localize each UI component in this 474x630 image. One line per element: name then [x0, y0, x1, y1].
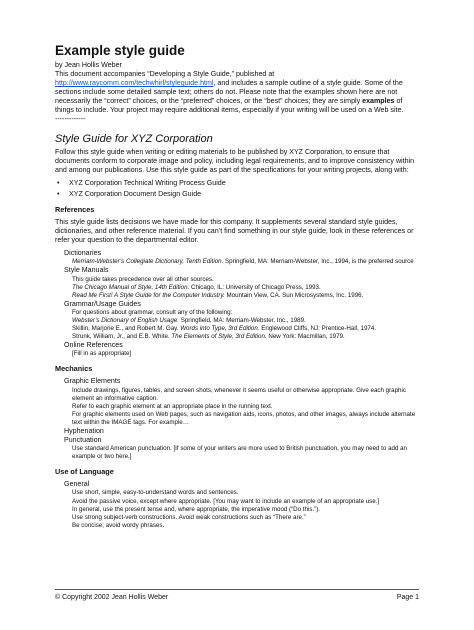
- grammar-entry: Strunk, William, Jr., and E.B. White. The Elements of Style, 3rd Edition. New York: Macmillan, 1979.: [72, 333, 345, 341]
- grammar-entry: Skillin, Marjorie E., and Robert M. Gay. Words into Type, 3rd Edition. Englewood Cliffs, NJ: Prentice-Hall, 1974.: [72, 325, 377, 333]
- page-number: Page 1: [396, 594, 419, 601]
- document-page: [55, 43, 419, 530]
- general-label: General: [64, 480, 90, 489]
- general-entry: In general, use the present tense and, where appropriate, the imperative mood (“Do this.”).: [72, 505, 320, 513]
- references-heading: References: [55, 204, 95, 214]
- general-entry: Avoid the passive voice, except where appropriate. [You may want to include an example of an appropriate use.]: [72, 497, 380, 505]
- intro-text-1: This document accompanies “Developing a Style Guide,” published at: [55, 70, 275, 79]
- punctuation-label: Punctuation: [64, 436, 102, 445]
- bullet-icon: •: [57, 178, 60, 187]
- bullet-icon: •: [57, 189, 60, 198]
- dictionary-entry: Merriam-Webster’s Collegiate Dictionary, Tenth Edition. Springfield, MA: Merriam-Webster, Inc., 1994, is the preferred source: [72, 258, 414, 266]
- references-paragraph: This style guide lists decisions we have made for this company. It supplements several standard style guides, dictionaries, and other reference material. If you can’t find something in our style guide, look in these references or refer your question to the departmental editor.: [55, 217, 414, 245]
- general-entry: Use short, simple, easy-to-understand words and sentences.: [72, 489, 239, 497]
- manual-entry: This guide takes precedence over all other sources.: [72, 275, 214, 283]
- intro-text-3: of things to include. Your project may require additional items, especially if your writing will be used on a Web site.: [55, 97, 404, 115]
- graphic-elements-label: Graphic Elements: [64, 377, 121, 386]
- punctuation-entry: Use standard American punctuation. [If some of your writers are more used to British punctuation, you may need to add an example or two here.]: [72, 445, 407, 461]
- online-references-label: Online References: [64, 341, 123, 350]
- intro-bold-examples: examples: [362, 97, 395, 106]
- general-entry: Be concise; avoid wordy phrases.: [72, 521, 165, 529]
- manual-entry: Read Me First! A Style Guide for the Computer Industry. Mountain View, CA. Sun Microsystems, Inc. 1996.: [72, 291, 364, 299]
- graphic-entry: Include drawings, figures, tables, and screen shots, whenever it seems useful or otherwise appropriate. Give each graphic element an informative caption.: [72, 386, 406, 402]
- section-heading: Style Guide for XYZ Corporation: [55, 132, 213, 145]
- footer-rule: [55, 589, 419, 590]
- use-of-language-heading: Use of Language: [55, 467, 114, 477]
- hyphenation-label: Hyphenation: [64, 427, 104, 435]
- manual-entry: The Chicago Manual of Style, 14th Edition. Chicago, IL: University of Chicago Press, 1993.: [72, 283, 321, 291]
- separator-dashes: -------------: [55, 115, 86, 123]
- copyright-text: © Copyright 2002 Jean Hollis Weber: [55, 594, 169, 601]
- style-manuals-label: Style Manuals: [64, 266, 109, 275]
- bullet-list: [55, 179, 419, 199]
- list-item: • XYZ Corporation Document Design Guide: [57, 189, 202, 198]
- page-footer: [55, 589, 419, 601]
- graphic-entry: Refer to each graphic element at an appropriate place in the running text.: [72, 402, 273, 410]
- styleguide-link[interactable]: http://www.raycomm.com/techwhirl/styleguide.html: [55, 79, 214, 88]
- grammar-entry: For questions about grammar, consult any of the following:: [72, 308, 233, 316]
- section-paragraph: Follow this style guide when writing or editing materials to be published by XYZ Corporation, to ensure that documents conform to corporate image and policy, including legal requirements, and to improve consistency within and among our publications. Use this style guide as part of the specifications for your writing projects, along with:: [55, 147, 415, 174]
- mechanics-heading: Mechanics: [55, 364, 93, 374]
- online-entry: [Fill in as appropriate]: [72, 350, 132, 358]
- byline: by Jean Hollis Weber: [55, 61, 122, 69]
- dictionaries-label: Dictionaries: [64, 249, 102, 258]
- graphic-entry: For graphic elements used on Web pages, such as navigation aids, icons, photos, and other images, always include alternate text within the IMAGE tags. For example…: [72, 410, 416, 426]
- list-item: • XYZ Corporation Technical Writing Process Guide: [57, 178, 226, 187]
- grammar-entry: Webster’s Dictionary of English Usage. Springfield, MA: Merriam-Webster, Inc., 1989.: [72, 316, 306, 324]
- document-title: Example style guide: [55, 43, 185, 58]
- intro-text-2: , and includes a sample outline of a style guide. Some of the sections include some detailed sample text; others do not. Please note that the examples shown here are not necessarily the “correct” choices, or the “preferred” choices, or the “best” choices; they are simply: [55, 79, 403, 106]
- general-entry: Use strong subject-verb constructions. Avoid weak constructions such as “There are.”: [72, 513, 306, 521]
- intro-paragraph: [55, 70, 419, 115]
- grammar-guides-label: Grammar/Usage Guides: [64, 299, 141, 308]
